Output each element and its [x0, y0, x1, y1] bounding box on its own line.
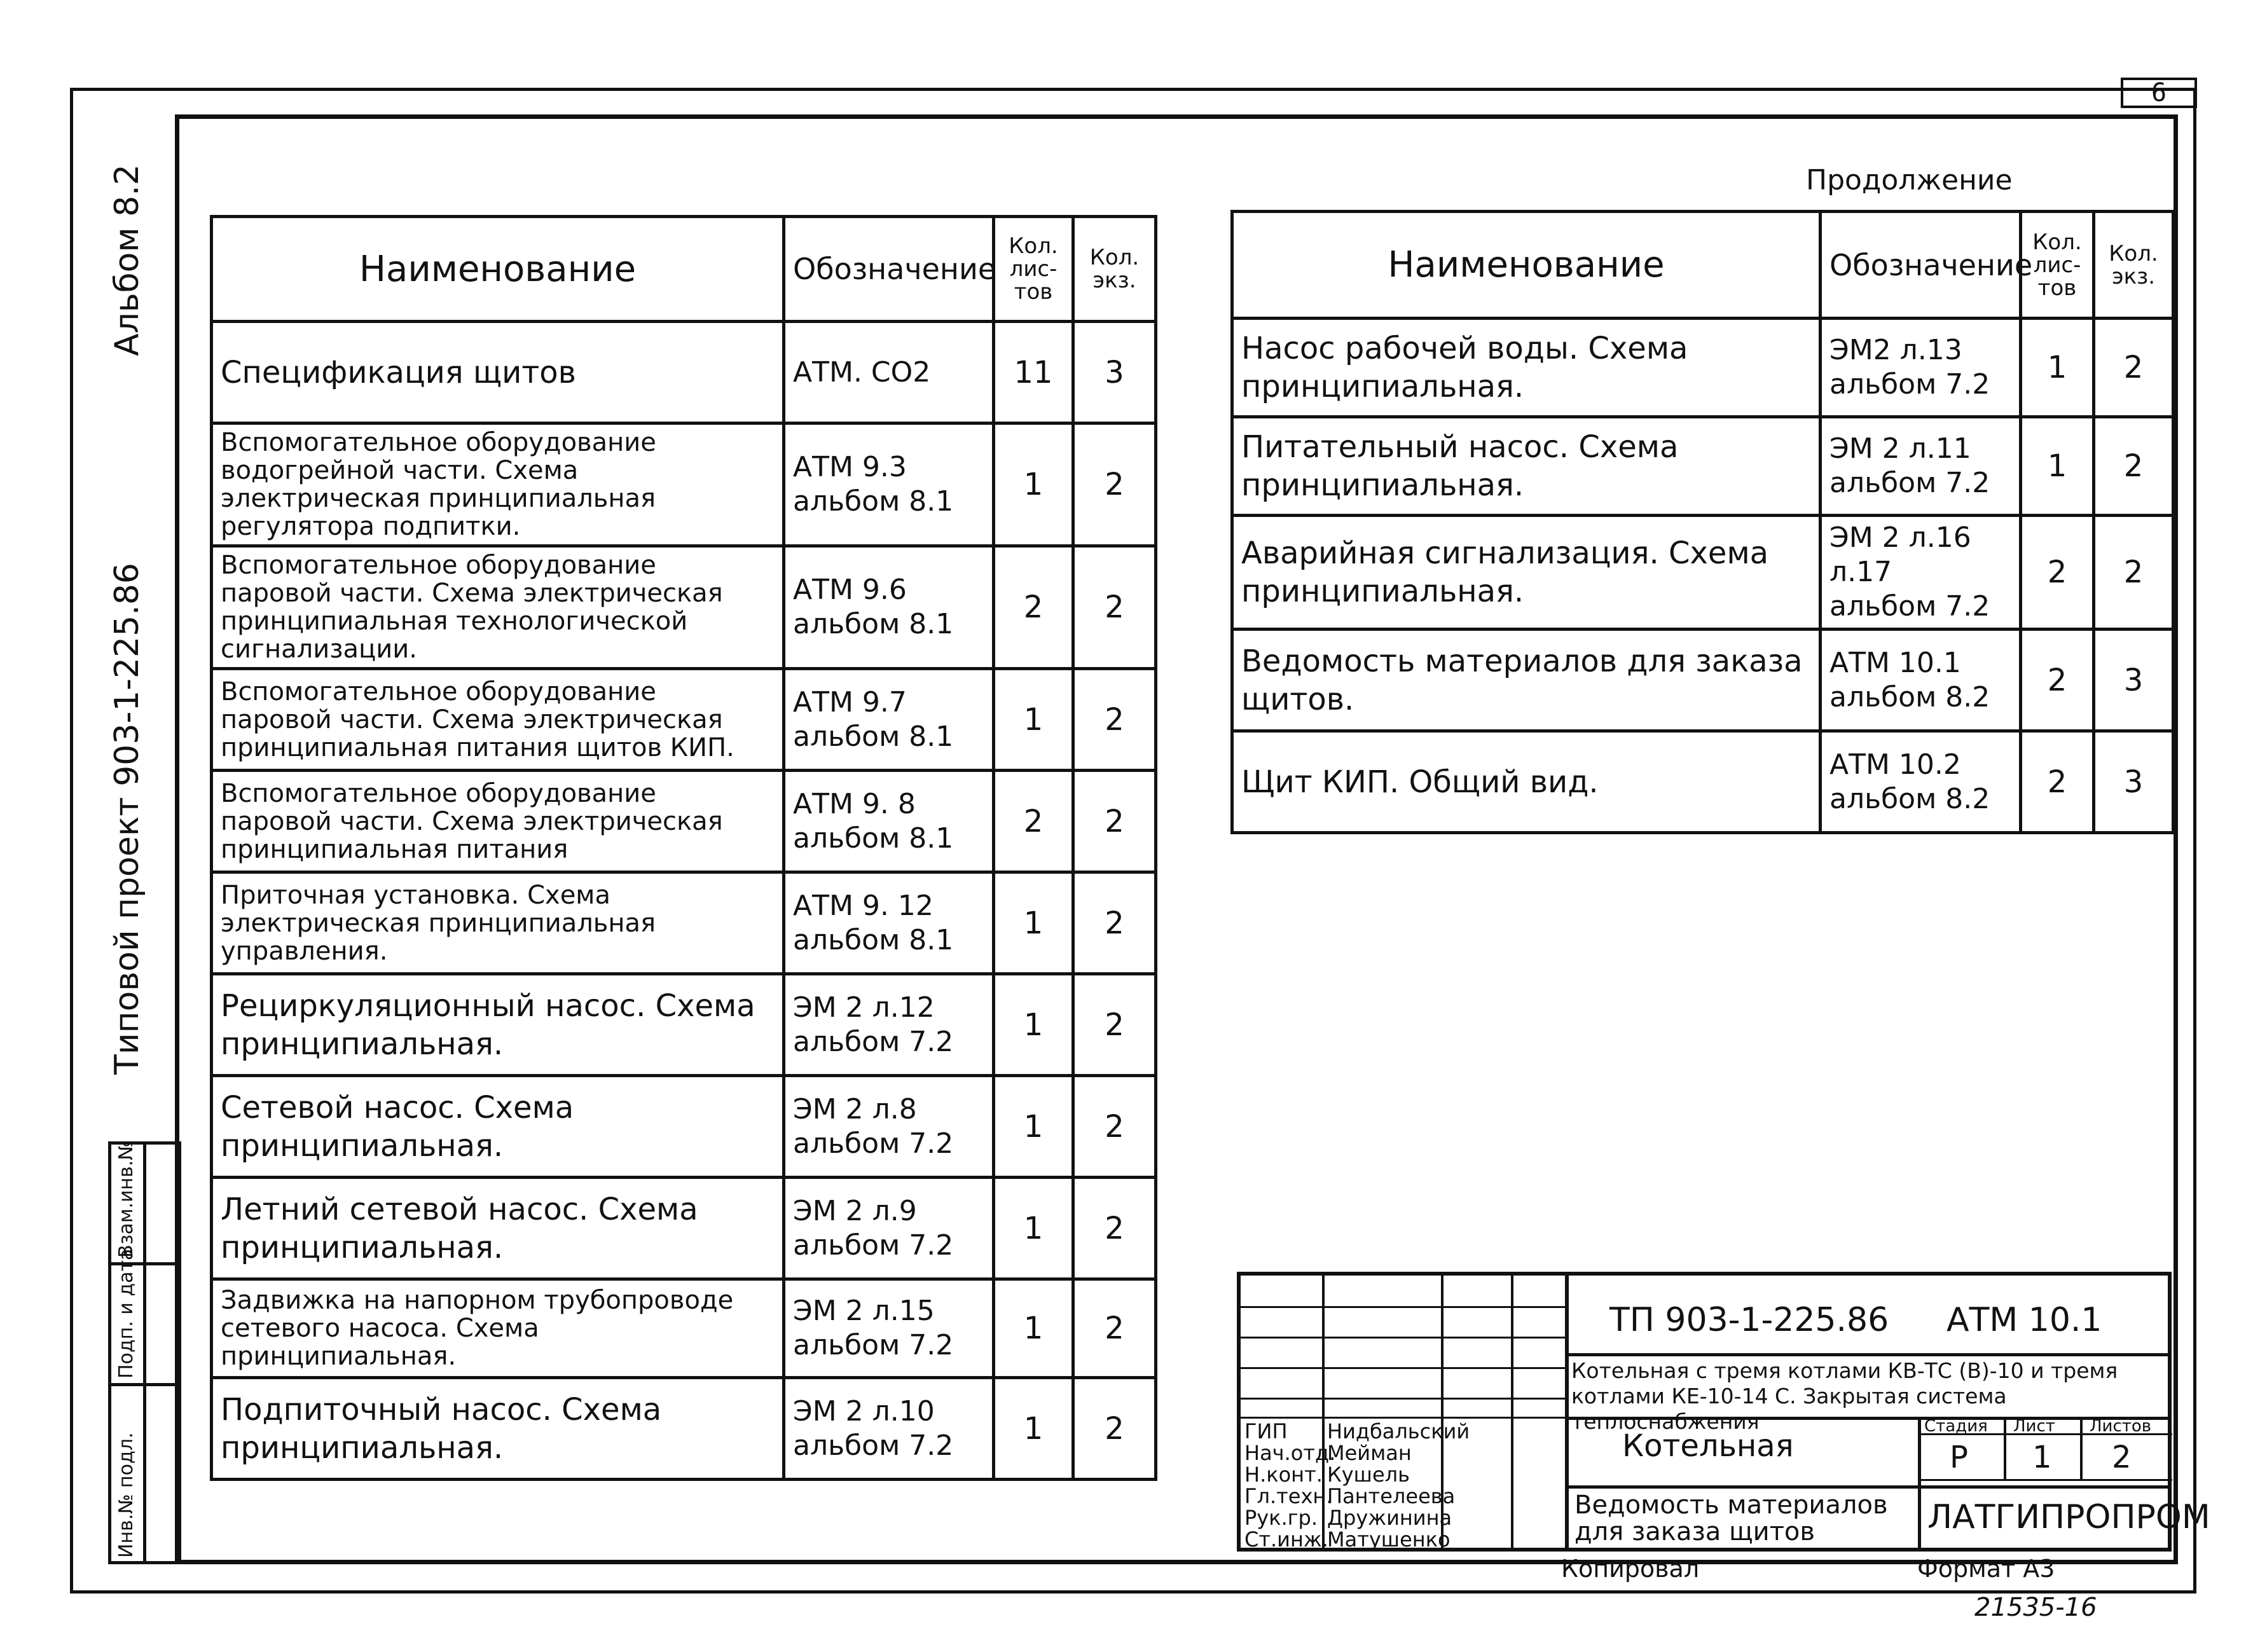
row-sheets: 1 [2021, 319, 2094, 417]
row-copies: 2 [2094, 516, 2174, 630]
row-copies: 3 [2094, 731, 2174, 833]
sheets-value: 2 [2112, 1440, 2132, 1475]
project-label: Типовой проект 903-1-225.86 [108, 562, 146, 1075]
table-row [212, 771, 1156, 872]
document-title: Ведомость материалов для заказа щитов [1574, 1490, 1888, 1546]
table-row [212, 1378, 1156, 1480]
row-code: ЭМ 2 л.9 альбом 7.2 [784, 1178, 994, 1279]
table-row [212, 322, 1156, 423]
row-sheets: 1 [2021, 417, 2094, 516]
row-code: ЭМ 2 л.10 альбом 7.2 [784, 1378, 994, 1480]
project-code: ТП 903-1-225.86 [1609, 1301, 1889, 1339]
signature-role: ГИП [1244, 1419, 1288, 1443]
signature-name: Матушенко [1327, 1527, 1450, 1552]
row-code: ЭМ 2 л.15 альбом 7.2 [784, 1279, 994, 1378]
row-name: Летний сетевой насос. Схема принципиальная. [212, 1178, 784, 1279]
format-label: Формат А3 [1917, 1555, 2055, 1583]
row-copies: 2 [1073, 669, 1156, 771]
header-copies: Кол. экз. [2094, 212, 2174, 319]
table-row [212, 1178, 1156, 1279]
continuation-label: Продолжение [1806, 164, 2013, 196]
table-row [212, 872, 1156, 974]
stamp-replace-label: Взам.инв.№ [115, 1140, 137, 1258]
signature-role: Н.конт. [1244, 1463, 1323, 1487]
row-name: Сетевой насос. Схема принципиальная. [212, 1076, 784, 1178]
row-copies: 2 [1073, 771, 1156, 872]
signature-role: Рук.гр. [1244, 1506, 1318, 1530]
row-sheets: 1 [994, 872, 1073, 974]
signature-role: Гл.техн. [1244, 1484, 1333, 1508]
row-code: АТМ 9.7 альбом 8.1 [784, 669, 994, 771]
table-row [212, 974, 1156, 1076]
signature-row [1241, 1441, 1565, 1465]
table-row [212, 1076, 1156, 1178]
signature-row [1241, 1419, 1565, 1443]
signature-name: Нидбальский [1327, 1419, 1470, 1443]
row-copies: 2 [1073, 1378, 1156, 1480]
row-name: Аварийная сигнализация. Схема принципиальная. [1232, 516, 1821, 630]
title-block [1237, 1272, 2210, 1552]
row-name: Ведомость материалов для заказа щитов. [1232, 630, 1821, 731]
row-code: АТМ 10.1 альбом 8.2 [1821, 630, 2021, 731]
row-code: АТМ 9.6 альбом 8.1 [784, 546, 994, 669]
row-copies: 2 [2094, 417, 2174, 516]
row-sheets: 1 [994, 1378, 1073, 1480]
row-name: Насос рабочей воды. Схема принципиальная. [1232, 319, 1821, 417]
table-row [1232, 417, 2174, 516]
row-sheets: 1 [994, 974, 1073, 1076]
row-sheets: 2 [994, 771, 1073, 872]
sheet-number: 6 [2121, 78, 2197, 108]
table-row [212, 669, 1156, 771]
object-name: Котельная [1622, 1428, 1794, 1464]
signature-row [1241, 1527, 1565, 1552]
signature-role: Нач.отд. [1244, 1441, 1336, 1465]
header-name: Наименование [212, 217, 784, 322]
row-copies: 2 [1073, 423, 1156, 546]
inventory-number: 21535-16 [1974, 1593, 2097, 1622]
signature-row [1241, 1484, 1565, 1508]
table-row [1232, 731, 2174, 833]
row-code: АТМ 9.3 альбом 8.1 [784, 423, 994, 546]
row-copies: 2 [1073, 1279, 1156, 1378]
sheet-value: 1 [2032, 1440, 2052, 1475]
organization: ЛАТГИПРОПРОМ [1927, 1498, 2210, 1536]
row-copies: 2 [1073, 546, 1156, 669]
stamp-sign-label: Подп. и дата [115, 1248, 137, 1379]
row-copies: 2 [2094, 319, 2174, 417]
stage-value: Р [1950, 1440, 1968, 1475]
header-code: Обозначение [784, 217, 994, 322]
left-spec-table [210, 215, 1157, 1481]
signature-name: Дружинина [1327, 1506, 1452, 1530]
row-sheets: 2 [994, 546, 1073, 669]
signature-name: Пантелеева [1327, 1484, 1456, 1508]
row-sheets: 2 [2021, 731, 2094, 833]
row-code: ЭМ 2 л.12 альбом 7.2 [784, 974, 994, 1076]
row-name: Вспомогательное оборудование паровой части. Схема электрическая принципиальная питания щитов КИП. [212, 669, 784, 771]
header-code: Обозначение [1821, 212, 2021, 319]
project-description: Котельная с тремя котлами КВ-ТС (В)-10 и тремя котлами КЕ-10-14 С. Закрытая система теплоснабжения [1571, 1358, 2118, 1434]
row-code: ЭМ2 л.13 альбом 7.2 [1821, 319, 2021, 417]
row-code: ЭМ 2 л.16 л.17 альбом 7.2 [1821, 516, 2021, 630]
row-name: Спецификация щитов [212, 322, 784, 423]
copied-label: Копировал [1561, 1555, 1700, 1583]
row-code: ЭМ 2 л.11 альбом 7.2 [1821, 417, 2021, 516]
header-sheets: Кол. лис-тов [2021, 212, 2094, 319]
sheet-label: Лист [2013, 1417, 2055, 1436]
table-row [1232, 630, 2174, 731]
row-copies: 2 [1073, 1076, 1156, 1178]
row-sheets: 1 [994, 669, 1073, 771]
row-sheets: 2 [2021, 630, 2094, 731]
sheets-label: Листов [2090, 1417, 2152, 1436]
row-code: ЭМ 2 л.8 альбом 7.2 [784, 1076, 994, 1178]
signature-row [1241, 1463, 1565, 1487]
row-name: Задвижка на напорном трубопроводе сетевого насоса. Схема принципиальная. [212, 1279, 784, 1378]
row-copies: 2 [1073, 872, 1156, 974]
signature-role: Ст.инж. [1244, 1527, 1328, 1552]
row-copies: 3 [2094, 630, 2174, 731]
table-row [212, 423, 1156, 546]
row-name: Вспомогательное оборудование паровой части. Схема электрическая принципиальная технологической сигнализации. [212, 546, 784, 669]
row-name: Приточная установка. Схема электрическая принципиальная управления. [212, 872, 784, 974]
row-name: Питательный насос. Схема принципиальная. [1232, 417, 1821, 516]
stamp-strip [108, 1141, 181, 1564]
doc-code: АТМ 10.1 [1946, 1301, 2102, 1339]
row-code: АТМ 9. 12 альбом 8.1 [784, 872, 994, 974]
row-sheets: 1 [994, 1178, 1073, 1279]
album-label: Альбом 8.2 [108, 164, 146, 356]
row-sheets: 11 [994, 322, 1073, 423]
row-copies: 2 [1073, 974, 1156, 1076]
table-row [1232, 319, 2174, 417]
row-sheets: 1 [994, 1076, 1073, 1178]
row-sheets: 1 [994, 423, 1073, 546]
row-name: Щит КИП. Общий вид. [1232, 731, 1821, 833]
stage-label: Стадия [1924, 1417, 1988, 1436]
table-row [212, 546, 1156, 669]
row-name: Подпиточный насос. Схема принципиальная. [212, 1378, 784, 1480]
stamp-inv-label: Инв.№ подл. [115, 1432, 137, 1558]
row-name: Вспомогательное оборудование паровой части. Схема электрическая принципиальная питания [212, 771, 784, 872]
row-copies: 2 [1073, 1178, 1156, 1279]
row-copies: 3 [1073, 322, 1156, 423]
row-code: АТМ 10.2 альбом 8.2 [1821, 731, 2021, 833]
right-spec-table [1230, 210, 2175, 834]
header-copies: Кол. экз. [1073, 217, 1156, 322]
signature-name: Кушель [1327, 1463, 1410, 1487]
table-row [212, 1279, 1156, 1378]
row-code: АТМ 9. 8 альбом 8.1 [784, 771, 994, 872]
signature-name: Мейман [1327, 1441, 1412, 1465]
row-sheets: 2 [2021, 516, 2094, 630]
header-name: Наименование [1232, 212, 1821, 319]
table-row [1232, 516, 2174, 630]
row-name: Вспомогательное оборудование водогрейной части. Схема электрическая принципиальная регулятора подпитки. [212, 423, 784, 546]
signature-row [1241, 1506, 1565, 1530]
row-code: АТМ. СО2 [784, 322, 994, 423]
header-sheets: Кол. лис-тов [994, 217, 1073, 322]
row-sheets: 1 [994, 1279, 1073, 1378]
row-name: Рециркуляционный насос. Схема принципиальная. [212, 974, 784, 1076]
